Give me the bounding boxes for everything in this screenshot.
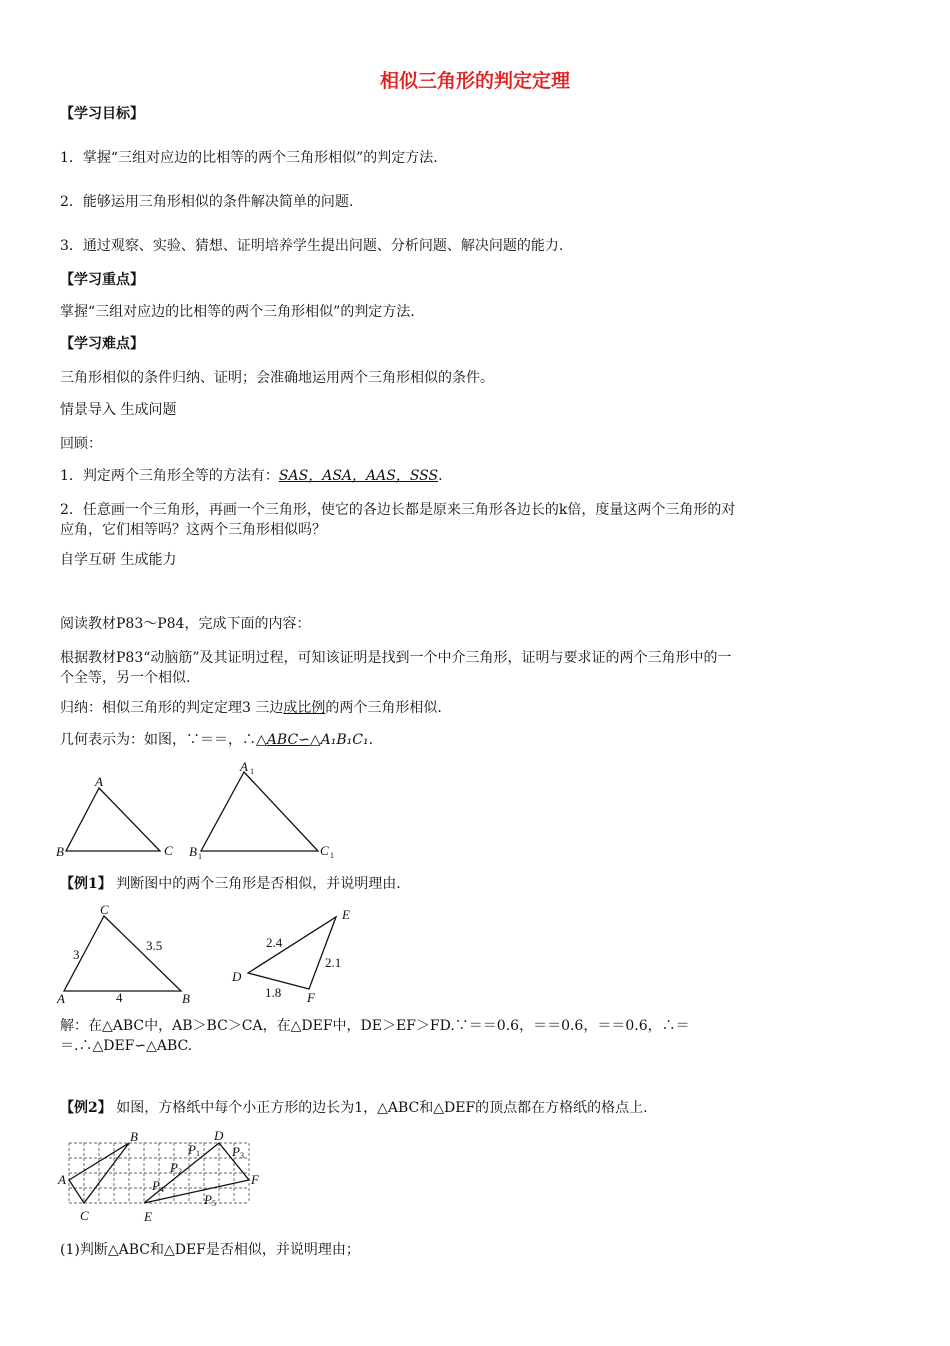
label-p1-sub: 1 (196, 1149, 200, 1158)
label-p1: P (188, 1142, 196, 1157)
review-item-1 (60, 466, 443, 486)
solution-line-2: ＝.∴△DEF∽△ABC. (60, 1038, 193, 1054)
triangle-abc-sides (64, 916, 181, 991)
summary-text: 归纳：相似三角形的判定定理3 三边 (60, 700, 284, 716)
geo-answer: ABC∽ (266, 732, 310, 748)
label-p5: P (204, 1192, 212, 1207)
solution-line-1: 解：在△ABC中，AB＞BC＞CA，在△DEF中，DE＞EF＞FD.∵＝＝0.6，＝＝0.6，＝＝0.6，∴＝ (60, 1018, 690, 1034)
summary-line (60, 698, 442, 718)
summary-answer: 成比例 (283, 700, 326, 716)
geo-text: 几何表示为：如图，∵＝＝，∴△ (60, 732, 267, 748)
grid-lines (69, 1143, 249, 1203)
side-ab: 4 (116, 990, 123, 1005)
goal-item-2: 2．能够运用三角形相似的条件解决简单的问题. (60, 194, 354, 210)
label-b: B (56, 844, 64, 859)
geometric-expression (60, 730, 373, 750)
example-1-label: 【例1】 (60, 876, 112, 892)
key-item: 掌握“三组对应边的比相等的两个三角形相似”的判定方法. (60, 304, 415, 320)
label-p2-sub: 2 (178, 1167, 182, 1176)
label-b: B (130, 1129, 138, 1144)
label-c1: C (320, 843, 329, 858)
label-b1-sub: 1 (198, 852, 202, 861)
figure-grid (52, 1128, 282, 1228)
example-1 (60, 874, 401, 894)
page-title: 相似三角形的判定定理 (379, 70, 570, 92)
label-d: D (232, 969, 242, 984)
label-e: E (144, 1209, 152, 1224)
summary-end: 的两个三角形相似. (325, 700, 442, 716)
difficulty-item: 三角形相似的条件归纳、证明；会准确地运用两个三角形相似的条件。 (60, 370, 494, 386)
label-a1: A (240, 759, 248, 774)
review-item-1-text: 1．判定两个三角形全等的方法有： (60, 468, 279, 484)
label-a: A (58, 1172, 66, 1187)
example-2-label: 【例2】 (60, 1100, 112, 1116)
label-e: E (342, 907, 350, 922)
reading-instruction: 阅读教材P83～P84，完成下面的内容： (60, 616, 311, 632)
label-p3: P (232, 1144, 240, 1159)
side-df: 1.8 (265, 985, 282, 1000)
label-f: F (251, 1172, 259, 1187)
label-p2: P (170, 1160, 178, 1175)
label-p4: P (152, 1178, 160, 1193)
question-1: (1)判断△ABC和△DEF是否相似，并说明理由； (60, 1242, 360, 1258)
intro-heading: 情景导入 生成问题 (60, 402, 177, 418)
side-ca: 3 (73, 947, 80, 962)
label-d: D (214, 1128, 224, 1143)
label-c: C (164, 843, 173, 858)
review-item-2-line-1: 2．任意画一个三角形，再画一个三角形，使它的各边长都是原来三角形各边长的k倍，度量这两个三角形的对 (60, 502, 736, 518)
goal-item-1: 1．掌握“三组对应边的比相等的两个三角形相似”的判定方法. (60, 150, 438, 166)
triangle-a1b1c1 (201, 772, 318, 851)
triangle-abc (66, 788, 160, 851)
basis-line-1: 根据教材P83“动脑筋”及其证明过程，可知该证明是找到一个中介三角形，证明与要求证的两个三角形中的一 (60, 650, 732, 666)
example-1-text: 判断图中的两个三角形是否相似，并说明理由. (111, 876, 401, 892)
figure-example-1 (52, 902, 372, 1006)
example-2 (60, 1098, 648, 1118)
label-c: C (100, 902, 109, 917)
label-a1-sub: 1 (250, 767, 254, 776)
difficulty-heading: 【学习难点】 (60, 336, 144, 352)
label-b: B (182, 991, 190, 1006)
label-p5-sub: 5 (212, 1199, 216, 1208)
self-study-heading: 自学互研 生成能力 (60, 552, 177, 568)
triangle-def-sides (248, 917, 336, 989)
label-f: F (307, 990, 315, 1005)
label-p4-sub: 4 (160, 1185, 164, 1194)
example-2-text: 如图，方格纸中每个小正方形的边长为1，△ABC和△DEF的顶点都在方格纸的格点上. (111, 1100, 648, 1116)
side-de: 2.4 (266, 935, 283, 950)
side-ef: 2.1 (325, 955, 342, 970)
label-a: A (95, 774, 103, 789)
basis-line-2: 个全等，另一个相似. (60, 670, 191, 686)
review-item-1-end: . (438, 468, 443, 484)
label-c1-sub: 1 (330, 851, 334, 860)
label-a: A (57, 991, 65, 1006)
review-item-1-answer: SAS，ASA，AAS，SSS (278, 468, 439, 484)
geo-end: △A₁B₁C₁. (309, 732, 374, 748)
label-c: C (80, 1208, 89, 1223)
key-heading: 【学习重点】 (60, 272, 144, 288)
review-item-2-line-2: 应角，它们相等吗？这两个三角形相似吗？ (60, 522, 326, 538)
goal-heading: 【学习目标】 (60, 106, 144, 122)
review-heading: 回顾： (60, 436, 102, 452)
goal-item-3: 3．通过观察、实验、猜想、证明培养学生提出问题、分析问题、解决问题的能力. (60, 238, 564, 254)
label-p3-sub: 3 (240, 1151, 244, 1160)
side-cb: 3.5 (146, 938, 163, 953)
label-b1: B (189, 844, 197, 859)
figure-similar-triangles (52, 756, 352, 868)
